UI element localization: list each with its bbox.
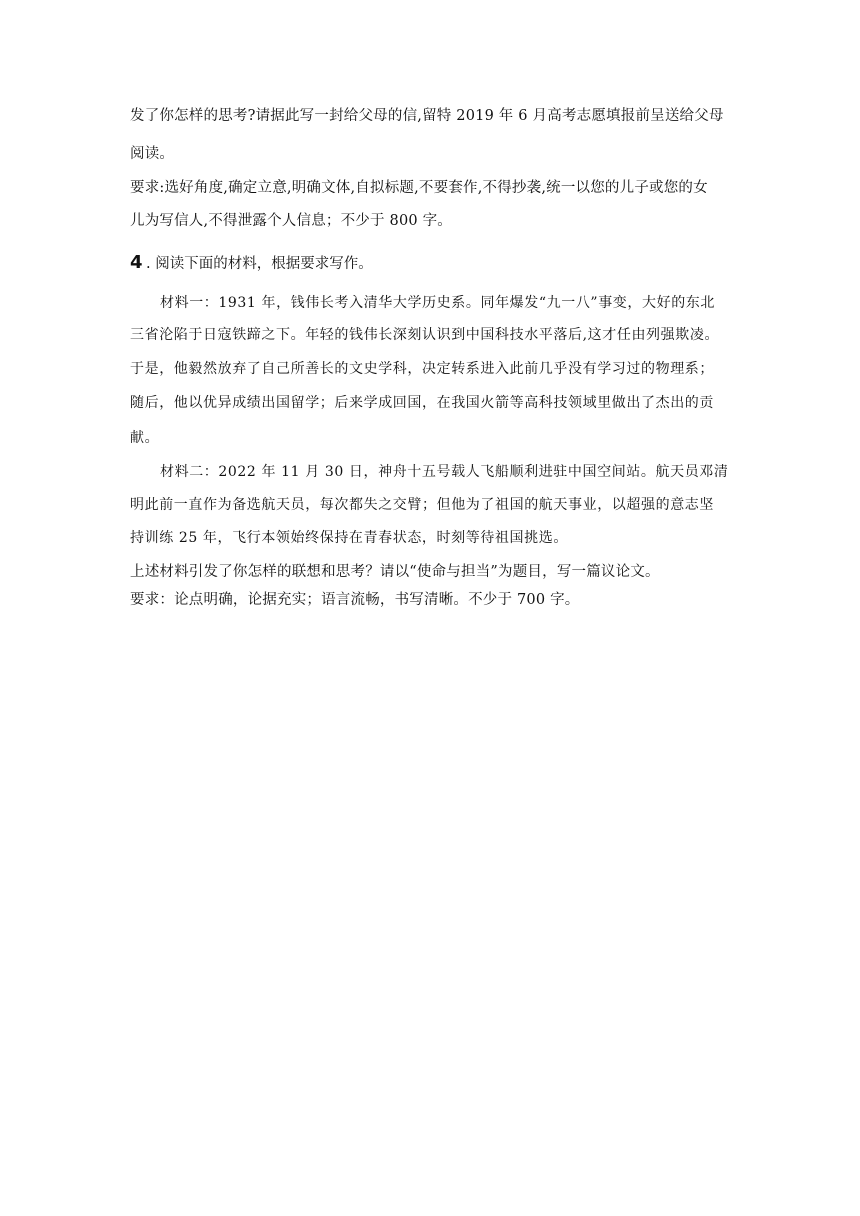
material-2-line-2: 明此前一直作为备选航天员，每次都失之交臂；但他为了祖国的航天事业，以超强的意志坚	[130, 497, 714, 513]
material-1-line-4: 随后，他以优异成绩出国留学；后来学成回国，在我国火箭等高科技领域里做出了杰出的贡	[130, 395, 714, 411]
prev-question-line-2: 阅读。	[130, 146, 175, 162]
prev-requirement-line-2: 儿为写信人,不得泄露个人信息；不少于 800 字。	[130, 213, 453, 229]
material-1-line-5: 献。	[130, 430, 160, 446]
writing-task: 上述材料引发了你怎样的联想和思考？请以“使命与担当”为题目，写一篇议论文。	[130, 564, 660, 580]
question-number: 4	[130, 252, 143, 273]
writing-requirement: 要求：论点明确，论据充实；语言流畅，书写清晰。不少于 700 字。	[130, 592, 580, 608]
question-prompt: . 阅读下面的材料，根据要求写作。	[146, 256, 373, 272]
prev-requirement-line-1: 要求:选好角度,确定立意,明确文体,自拟标题,不要套作,不得抄袭,统一以您的儿子或您的女	[130, 180, 708, 196]
material-1-line-1: 材料一：1931 年，钱伟长考入清华大学历史系。同年爆发“九一八”事变，大好的东北	[160, 295, 715, 311]
material-2-line-3: 持训练 25 年，飞行本领始终保持在青春状态，时刻等待祖国挑选。	[130, 530, 568, 546]
material-1-line-2: 三省沦陷于日寇铁蹄之下。年轻的钱伟长深刻认识到中国科技水平落后,这才任由列强欺凌。	[130, 327, 720, 343]
prev-question-line-1: 发了你怎样的思考?请据此写一封给父母的信,留特 2019 年 6 月高考志愿填报前呈送给父母	[130, 108, 724, 124]
material-2-line-1: 材料二：2022 年 11 月 30 日，神舟十五号载人飞船顺利进驻中国空间站。航天员邓清	[160, 464, 729, 480]
material-1-line-3: 于是，他毅然放弃了自己所善长的文史学科，决定转系进入此前几乎没有学习过的物理系；	[130, 361, 714, 377]
